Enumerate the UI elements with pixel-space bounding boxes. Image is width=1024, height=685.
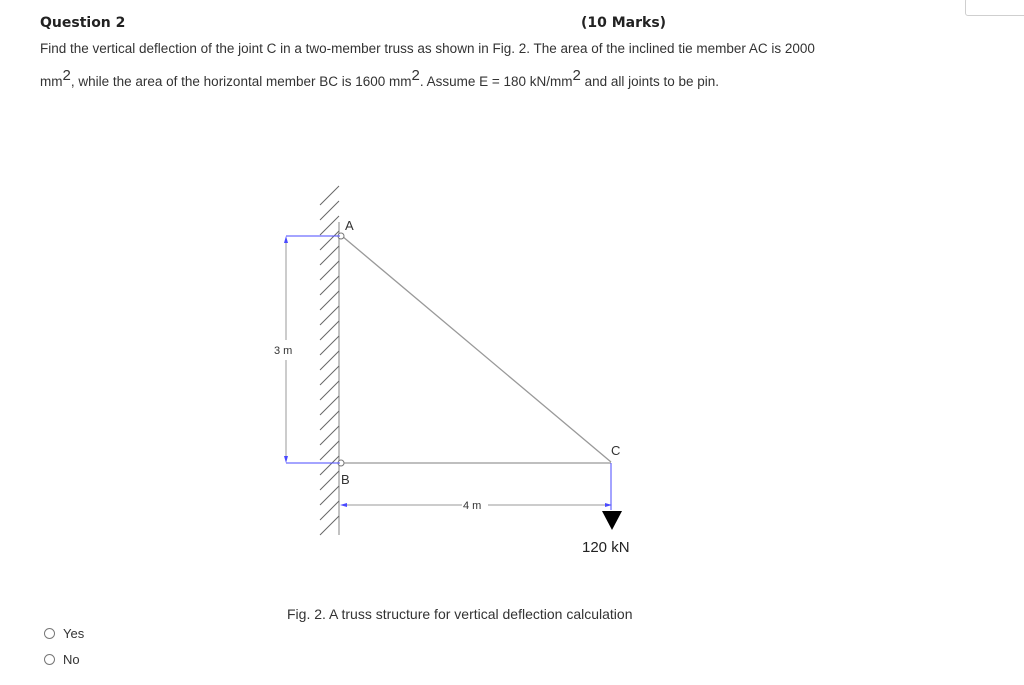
label-a: A: [345, 218, 354, 233]
radio-button-yes[interactable]: [44, 628, 55, 639]
option-no[interactable]: [44, 652, 80, 667]
superscript: 2: [572, 67, 581, 84]
question-text-line-1: Find the vertical deflection of the joint C in a two-member truss as shown in Fig. 2. The area of the inclined tie member AC is 2000: [40, 41, 815, 56]
dim-arrow-down: [284, 456, 288, 463]
text-part: , while the area of the horizontal member BC is 1600 mm: [70, 74, 412, 89]
radio-button-no[interactable]: [44, 654, 55, 665]
option-label: No: [63, 652, 80, 667]
text-part: mm: [40, 74, 63, 89]
dim-arrow-left: [340, 503, 347, 507]
top-right-control[interactable]: [965, 0, 1024, 16]
superscript: 2: [411, 67, 420, 84]
superscript: 2: [62, 67, 71, 84]
question-marks: (10 Marks): [581, 15, 667, 31]
question-title: Question 2: [40, 15, 126, 31]
dimension-vertical: [286, 236, 340, 463]
label-b: B: [341, 472, 350, 487]
option-label: Yes: [63, 626, 85, 641]
wall-support: [320, 186, 339, 535]
text-part: . Assume E = 180 kN/mm: [419, 74, 573, 89]
label-c: C: [611, 443, 621, 458]
text-part: and all joints to be pin.: [580, 74, 719, 89]
member-ac: [342, 236, 611, 462]
figure-caption: Fig. 2. A truss structure for vertical deflection calculation: [287, 606, 633, 622]
option-yes[interactable]: [44, 626, 84, 641]
dim-arrow-up: [284, 236, 288, 243]
load-arrow: [602, 511, 622, 530]
dim-label-vertical: 3 m: [274, 345, 293, 357]
question-text-line-2: [40, 67, 719, 89]
load-label: 120 kN: [582, 539, 630, 556]
truss-figure: [270, 180, 670, 560]
dim-label-horizontal: 4 m: [463, 500, 482, 512]
